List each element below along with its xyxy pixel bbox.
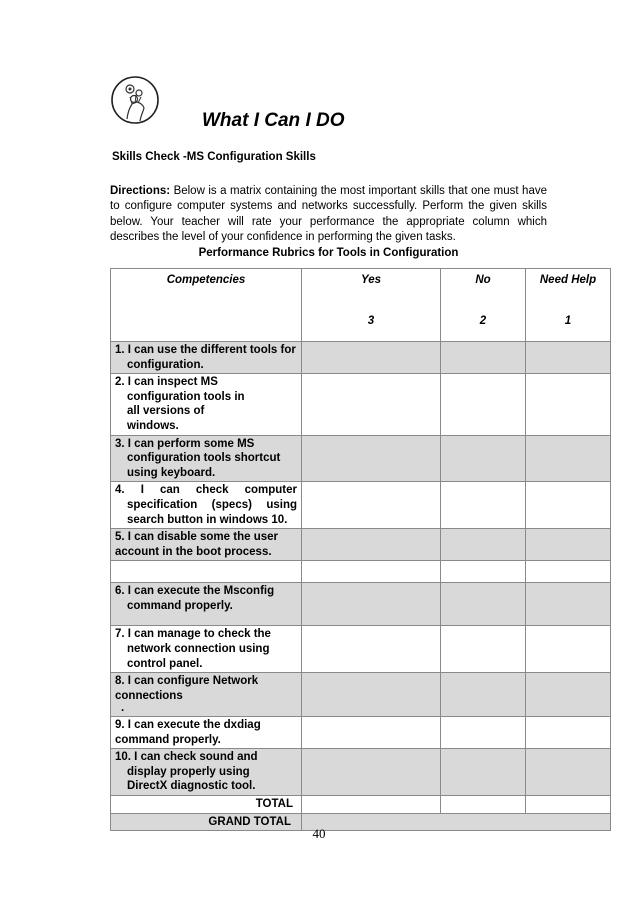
total-cell-yes[interactable] [302, 796, 441, 814]
rating-cell-need-help[interactable] [526, 673, 611, 717]
competency-label: 4. I can check computer specification (specs) using search button in windows 10. [115, 484, 297, 526]
competency-label: 5. I can disable some the user account in the boot process. [115, 531, 278, 558]
rating-cell-no[interactable] [441, 626, 526, 673]
rating-cell-need-help[interactable] [526, 583, 611, 626]
rating-cell-yes[interactable] [302, 529, 441, 561]
rating-cell-yes[interactable] [302, 749, 441, 796]
rating-cell-need-help[interactable] [526, 626, 611, 673]
total-row [111, 796, 611, 814]
rating-cell-no[interactable] [441, 435, 526, 482]
table-row [111, 482, 611, 529]
rating-cell-yes[interactable] [302, 583, 441, 626]
hand-gears-logo-icon [110, 75, 160, 125]
directions-label: Directions: [110, 185, 171, 197]
table-row [111, 435, 611, 482]
rating-cell-no[interactable] [441, 342, 526, 374]
rating-cell-yes[interactable] [302, 717, 441, 749]
directions-paragraph [110, 184, 547, 245]
table-row [111, 342, 611, 374]
table-header-row [111, 269, 611, 342]
rating-cell-yes[interactable] [302, 561, 441, 583]
rubric-table [110, 268, 611, 831]
rubric-title: Performance Rubrics for Tools in Configuration [198, 247, 459, 259]
rating-cell-yes[interactable] [302, 626, 441, 673]
rating-cell-no[interactable] [441, 583, 526, 626]
table-row [111, 583, 611, 626]
table-row: 8. I can configure Network connections . [111, 673, 611, 717]
column-header-yes: Yes 3 [302, 269, 441, 342]
rating-cell-need-help[interactable] [526, 561, 611, 583]
rating-cell-no[interactable] [441, 717, 526, 749]
table-row [111, 529, 611, 561]
rating-cell-need-help[interactable] [526, 749, 611, 796]
competency-label: 10. I can check sound and display properly using DirectX diagnostic tool. [115, 751, 258, 793]
column-header-competencies: Competencies [111, 269, 302, 342]
rating-cell-need-help[interactable] [526, 435, 611, 482]
total-cell-need-help[interactable] [526, 796, 611, 814]
rating-cell-need-help[interactable] [526, 374, 611, 435]
competency-label: 9. I can execute the dxdiag command properly. [115, 719, 261, 746]
page-title: What I Can I DO [202, 110, 345, 131]
competency-label: 1. I can use the different tools for configuration. [115, 344, 296, 371]
rating-cell-yes[interactable] [302, 673, 441, 717]
rating-cell-no[interactable] [441, 561, 526, 583]
rating-cell-no[interactable] [441, 749, 526, 796]
grand-total-label: GRAND TOTAL [111, 813, 302, 831]
rating-cell-yes[interactable] [302, 374, 441, 435]
table-row [111, 717, 611, 749]
rating-cell-yes[interactable] [302, 482, 441, 529]
table-row [111, 749, 611, 796]
rating-cell-yes[interactable] [302, 435, 441, 482]
competency-label: 2. I can inspect MS configuration tools in all versions of windows. [115, 376, 245, 432]
rating-cell-no[interactable] [441, 529, 526, 561]
rating-cell-need-help[interactable] [526, 482, 611, 529]
total-cell-no[interactable] [441, 796, 526, 814]
rating-cell-need-help[interactable] [526, 342, 611, 374]
page-number: 40 [312, 826, 326, 841]
competency-label: 6. I can execute the Msconfig command properly. [115, 585, 275, 612]
rating-cell-need-help[interactable] [526, 529, 611, 561]
column-header-need-help: Need Help 1 [526, 269, 611, 342]
directions-text: Below is a matrix containing the most important skills that one must have to configure computer systems and networks successfully. Perform the given skills below. Your teacher will rate your performance the appropriate column which describes the level of your confidence in performing the given tasks. [110, 185, 547, 243]
table-row-blank [111, 561, 611, 583]
competency-label: 3. I can perform some MS configuration tools shortcut using keyboard. [115, 437, 281, 479]
competency-label: 7. I can manage to check the network connection using control panel. [115, 628, 271, 670]
table-row [111, 626, 611, 673]
rating-cell-need-help[interactable] [526, 717, 611, 749]
rating-cell-no[interactable] [441, 374, 526, 435]
rating-cell-yes[interactable] [302, 342, 441, 374]
table-row [111, 374, 611, 435]
rating-cell-no[interactable] [441, 673, 526, 717]
column-header-no: No 2 [441, 269, 526, 342]
rating-cell-no[interactable] [441, 482, 526, 529]
competency-label: 8. I can configure Network connections [115, 675, 259, 702]
total-label: TOTAL [111, 796, 302, 814]
section-subtitle: Skills Check -MS Configuration Skills [112, 151, 316, 163]
